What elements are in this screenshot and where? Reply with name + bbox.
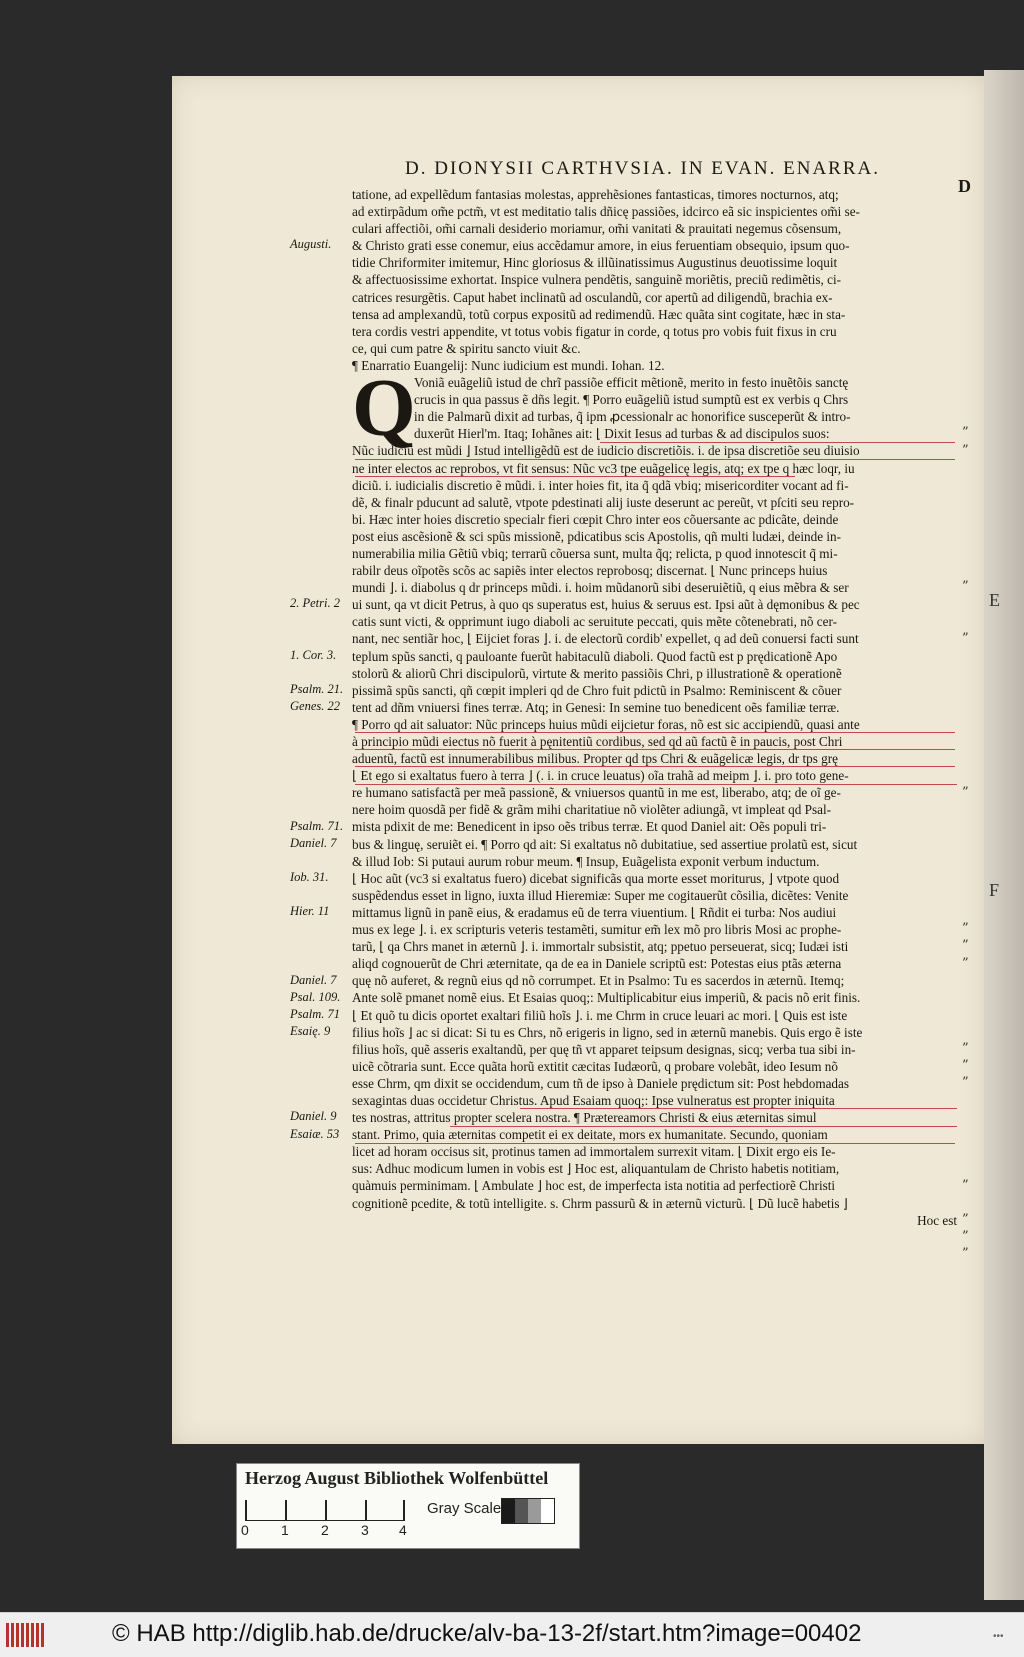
- text-line: diciũ. i. iudicialis discretio ẽ mũdi. i. inter hoies fit, ita q̃ qdã vbiq; misericorditer vocant ad fi-: [352, 477, 849, 493]
- quote-mark-icon: ”: [962, 784, 969, 800]
- gray-swatch: [515, 1499, 528, 1523]
- signature-mark: D: [958, 176, 971, 196]
- footer-bar: [0, 1612, 1024, 1657]
- text-line: tatione, ad expellẽdum fantasias molestas, apprehẽsiones fantasticas, timores nocturnos, atq;: [352, 187, 839, 202]
- ruler-number: 2: [321, 1522, 329, 1538]
- text-line: filius hoĩs ⌋ ac si dicat: Si tu es Chrs, nõ erigeris in ligno, sed in æternũ manebis. Quis ergo ẽ iste: [352, 1024, 863, 1040]
- ruler-number: 1: [281, 1522, 289, 1538]
- text-line: tensa ad amplexandũ, totũ corpus expositũ ad redimendũ. Hæc quãta sint cogitate, hæc in sta-: [352, 306, 846, 322]
- text-line: ¶ Porro qd ait saluator: Nũc princeps huius mũdi eijcietur foras, nõ est sic accipiendũ, quasi ante: [352, 716, 860, 732]
- text-line: tes nostras, attritus propter scelera nostra. ¶ Prætereamors Christi & eius æternitas simul: [352, 1110, 817, 1126]
- text-line: mus ex lege ⌋. i. ex scripturis veteris testamẽti, sumitur em̃ lex mõ pro libris Mosi ac prophe-: [352, 922, 842, 938]
- marginal-reference: Hier. 11: [290, 904, 330, 919]
- text-line: pissimã spũs sancti, qñ cœpit impleri qd de Chro fuit pdictũ in Psalmo: Reminiscent & cõuer: [352, 682, 842, 698]
- underline-mark: [355, 459, 955, 460]
- marginal-reference: Genes. 22: [290, 699, 340, 713]
- color-scale-card: [236, 1463, 580, 1549]
- text-line: licet ad horam occisus sit, protinus tamen ad immortalem surrexit vitam. ⌊ Dixit ergo eis Ie-: [352, 1144, 836, 1160]
- text-line: quàmuis perminimam. ⌊ Ambulate ⌋ hoc est, de imperfecta ista notitia ad perfectiorẽ Christi: [352, 1178, 836, 1194]
- marginal-reference: Daniel. 7: [290, 835, 337, 850]
- text-line: ui sunt, qa vt dicit Petrus, à quo qs superatus est, huius & seruus est. Ipsi aũt à dęmonibus & pec: [352, 597, 860, 613]
- text-line: crucis in qua passus ẽ dñs legit. ¶ Porro euãgeliũ istud sumptũ est ex verbis q Chrs: [414, 392, 849, 408]
- marginal-reference: Esaię. 9: [290, 1023, 331, 1038]
- marginal-reference: Daniel. 9: [290, 1109, 337, 1124]
- text-line: teplum spũs sancti, q pauloante fuerũt habitaculũ diaboli. Quod factũ est p prędicationẽ Apo: [352, 648, 838, 664]
- underline-mark: [355, 749, 955, 750]
- drop-cap-q: Q: [352, 362, 416, 453]
- text-line: numerabilia milia Gẽtiũ vbiq; terrarũ cõuersa sunt, multa q̃q; relicta, p quod innotescit q̃ mi-: [352, 545, 838, 561]
- text-line: stolorũ & aliorũ Chri discipulorũ, virtute & merito passiõis Chri, p illustrationẽ & operationẽ: [352, 665, 842, 681]
- text-line: aduentũ, factũ est innumerabilibus milibus. Propter qd tps Chri & euãgelicæ legis, dr tps grę: [352, 751, 839, 767]
- marginal-reference: Psalm. 21.: [290, 681, 344, 696]
- text-line: & affectuosissime exhortat. Inspice vulnera pendẽtis, sanguinẽ moriẽtis, preciũ redimẽtis, ci-: [352, 272, 842, 288]
- underline-mark: [450, 1126, 957, 1127]
- text-line: catis sunt victi, & opprimunt iugo diaboli ac seruitute peccati, quis mẽte cõtenebrati, nõ cer-: [352, 614, 837, 630]
- text-line: mundi ⌋. i. diabolus q dr princeps mũdi. i. hoim mũdanorũ sibi deseruiẽtiũ, q eius mẽbra & ser: [352, 580, 849, 596]
- underline-mark: [600, 442, 955, 443]
- quote-mark-icon: ”: [962, 955, 969, 971]
- text-line: ne inter electos ac reprobos, vt fit sensus: Nũc vc3 tpe euãgelicę legis, atq; ex tpe q hæc loqr, iu: [352, 460, 855, 476]
- underline-mark: [355, 766, 955, 767]
- text-line: mittamus lignũ in panẽ eius, & eradamus eũ de terra viuentium. ⌊ Rñdit ei turba: Nos audiui: [352, 904, 837, 920]
- text-line: rabilr deus oĩpotẽs scõs ac sapiẽs inter electos reprobosq; discernat. ⌊ Nunc princeps huius: [352, 563, 828, 579]
- quote-mark-icon: ”: [962, 938, 969, 954]
- underline-mark: [355, 784, 957, 785]
- text-line: re humano satisfactã per meã passionẽ, & vniuersos quantũ in me est, liberabo, atq; de oĩ ge-: [352, 785, 841, 801]
- gray-swatch: [528, 1499, 541, 1523]
- marginal-reference: Augusti.: [290, 237, 332, 252]
- text-line: Nũc iudiciũ est mũdi ⌋ Istud intelligẽdũ est de iudicio discretiõis. i. de ipsa discretiõe seu diuisio: [352, 443, 860, 459]
- side-letter-f: F: [989, 880, 1000, 900]
- text-line: suspẽdendus esset in ligno, iuxta illud Hieremiæ: Super me cogitauerũt cõsilia, dicẽtes: Venite: [352, 887, 849, 903]
- marginal-reference: Psalm. 71.: [290, 818, 344, 833]
- quote-mark-icon: ”: [962, 579, 969, 595]
- gray-swatch: [541, 1499, 554, 1523]
- text-line: aliqd cognouerũt de Chri æternitate, qa de ea in Daniele scriptũ est: Potestas eius ptãs æterna: [352, 956, 842, 972]
- quote-mark-icon: ”: [962, 1058, 969, 1074]
- quote-mark-icon: ”: [962, 1212, 969, 1227]
- quote-mark-icon: ”: [962, 1246, 969, 1262]
- text-line: uicẽ cõtraria sunt. Ecce quãta horũ extitit cæcitas Iudæorũ, q probare volebãt, ideo Iesum nõ: [352, 1058, 838, 1074]
- text-line: nant, nec sentiãr hoc, ⌊ Eijciet foras ⌋. i. de electorũ cordib' expellet, q ad deũ conuersi facti sunt: [352, 631, 859, 647]
- library-name: Herzog August Bibliothek Wolfenbüttel: [245, 1468, 549, 1488]
- text-line: Voniã euãgeliũ istud de chrĩ passiõe efficit mẽtionẽ, merito in festo inuẽtõis sanctę: [414, 375, 849, 391]
- text-line: à principio mũdi eiectus nõ fuerit à pęnitentiũ cordibus, sed qd aũ factũ ẽ in paucis, post Chri: [352, 734, 843, 749]
- text-line: ⌊ Et ego si exaltatus fuero à terra ⌋ (. i. in cruce leuatus) oĩa trahã ad meipm ⌋. i. pro toto gene-: [352, 768, 849, 784]
- body-text: [352, 186, 957, 1229]
- text-line: duxerũt Hierl'm. Itaq; Iohãnes ait: ⌊ Dixit Iesus ad turbas & ad discipulos suos:: [414, 426, 830, 442]
- next-page-edge: [984, 70, 1024, 1600]
- quote-mark-icon: ”: [962, 425, 969, 441]
- text-line: Hoc est: [917, 1212, 957, 1228]
- ruler-number: 4: [399, 1522, 407, 1538]
- marginal-reference: 1. Cor. 3.: [290, 647, 337, 662]
- marginal-reference: Daniel. 7: [290, 972, 337, 987]
- text-line: Ante solẽ pmanet nomẽ eius. Et Esaias quoq;: Multiplicabitur eius imperiũ, & pacis nõ erit finis.: [352, 990, 861, 1006]
- text-line: & illud Iob: Si putaui aurum robur meum. ¶ Insup, Euãgelista exponit verbum inductum.: [352, 853, 820, 869]
- side-letter-e: E: [989, 590, 1000, 610]
- ruler: [245, 1500, 405, 1521]
- gray-scale-label: Gray Scale: [427, 1500, 502, 1517]
- text-line: ⌊ Et quõ tu dicis oportet exaltari filiũ hoĩs ⌋. i. me Chrm in cruce leuari ac mori. ⌊ Quis est iste: [352, 1007, 848, 1023]
- underline-mark: [355, 1143, 955, 1144]
- text-line: ⌊ Hoc aũt (vc3 si exaltatus fuero) dicebat significãs qua morte esset moriturus, ⌋ vtpote quod: [352, 870, 840, 886]
- text-line: catrices resurgẽtis. Caput habet inclinatũ ad osculandũ, cor apertũ ad diligendũ, brachia ex-: [352, 289, 833, 305]
- text-line: nere hoim quosdã per fidẽ & grãm mihi charitatiue nõ violẽter adiungã, vt impleat qd Psal-: [352, 802, 832, 818]
- quote-mark-icon: ”: [962, 630, 969, 646]
- text-line: bus & linguę, seruiẽt ei. ¶ Porro qd ait: Si exaltatus nõ dubitatiue, sed assertiue prolatũ est, sicut: [352, 836, 858, 852]
- underline-mark: [355, 476, 795, 477]
- hab-logo-icon: [6, 1623, 44, 1647]
- text-line: in die Palmarũ dixit ad turbas, q̃ ipm ꝓcessionalr ac honorifice susceperũt & intro-: [414, 409, 851, 425]
- quote-mark-icon: ”: [962, 1229, 969, 1245]
- ruler-number: 0: [241, 1522, 249, 1538]
- marginal-reference: Psalm. 71: [290, 1006, 340, 1021]
- text-line: filius hoĩs, quẽ asseris exaltandũ, per quę tñ vt apparet teipsum designas, sicq; verba tua sibi in-: [352, 1041, 856, 1057]
- marginal-reference: Iob. 31.: [290, 870, 329, 884]
- source-url[interactable]: © HAB http://diglib.hab.de/drucke/alv-ba-13-2f/start.htm?image=00402: [112, 1620, 862, 1647]
- text-line: bi. Hæc inter hoies discretio specialr fieri cœpit Chro inter eos cõuersante ac pdicãte, deinde: [352, 511, 839, 527]
- marginal-reference: 2. Petri. 2: [290, 596, 340, 611]
- text-line: tarũ, ⌊ qa Chrs manet in æternũ ⌋. i. immortalr subsistit, atq; ppetuo perseuerat, sicq; Iudæi isti: [352, 939, 849, 955]
- gray-swatch: [502, 1499, 515, 1523]
- text-line: sexagintas duas occidetur Christus. Apud Esaiam quoq;: Ipse vulneratus est propter iniquita: [352, 1092, 835, 1108]
- text-line: ad extirpãdum om̃e pctm̃, vt est meditatio talis dñicę passiões, idcirco eã sic inspicientes om̃i se-: [352, 204, 860, 220]
- quote-mark-icon: ”: [962, 442, 969, 458]
- text-line: quę nõ auferet, & regnũ eius qd nõ corrumpet. Et in Psalmo: Tu es sacerdos in æternũ. Itemq;: [352, 973, 845, 989]
- text-line: tidie Chriformiter imitemur, Hinc gloriosus & illũinatissimus Augustinus deuotissime loquit: [352, 255, 838, 271]
- gray-scale-swatches: [501, 1498, 555, 1524]
- text-line: ce, qui cum patre & spiritu sancto viuit &c.: [352, 340, 581, 356]
- quote-mark-icon: ”: [962, 1041, 969, 1056]
- quote-mark-icon: ”: [962, 1075, 969, 1091]
- marginal-reference: Psal. 109.: [290, 989, 341, 1004]
- text-line: cognitionẽ pcedite, & totũ intelligite. s. Chrm passurũ & in æternũ victurũ. ⌊ Dũ lucẽ habetis ⌋: [352, 1195, 848, 1211]
- ruler-number: 3: [361, 1522, 369, 1538]
- quote-mark-icon: ”: [962, 1177, 969, 1193]
- text-line: culari affectiõi, om̃i carnali desiderio moriamur, om̃i vanitati & prauitati negemus cõsensum,: [352, 221, 842, 237]
- more-dots-icon[interactable]: •••: [993, 1631, 1004, 1642]
- text-line: tent ad dñm vniuersi fines terræ. Atq; in Genesi: In semine tuo benedicent oẽs familiæ terræ.: [352, 699, 840, 715]
- quote-mark-icon: ”: [962, 921, 969, 937]
- text-line: dẽ, & finalr pducunt ad salutẽ, vtpote pdestinati alij iuste deserunt ac pereũt, vt pſciti seu repro-: [352, 494, 855, 510]
- underline-mark: [355, 732, 955, 733]
- text-line: & Christo grati esse conemur, eius accẽdamur amore, in eius feruentiam obsequio, ipsum quo-: [352, 238, 850, 254]
- text-line: sus: Adhuc modicum lumen in vobis est ⌋ Hoc est, aliquantulam de Christo habetis notitiam,: [352, 1161, 840, 1177]
- running-title: D. DIONYSII CARTHVSIA. IN EVAN. ENARRA.: [405, 158, 880, 179]
- text-line: ¶ Enarratio Euangelij: Nunc iudicium est mundi. Iohan. 12.: [352, 357, 665, 373]
- text-line: stant. Primo, quia æternitas competit ei ex deitate, mors ex humanitate. Secundo, quoniam: [352, 1127, 828, 1143]
- text-line: mista pdixit de me: Benedicent in ipso oẽs tribus terræ. Et quod Daniel ait: Oẽs populi tri-: [352, 819, 827, 835]
- text-line: esse Chrm, qm dixit se occidendum, cum tñ de ipso à Daniele prędictum sit: Post hebdomadas: [352, 1075, 850, 1091]
- marginal-reference: Esaiæ. 53: [290, 1126, 340, 1141]
- underline-mark: [520, 1108, 957, 1109]
- text-line: tera cordis vestri appendite, vt totus vobis figatur in corde, q totus pro vobis fuit fixus in cru: [352, 323, 837, 339]
- text-line: post eius ascẽsionẽ & sci spũs missionẽ, pdicatibus scis Apostolis, qñ multi ludæi, deinde in-: [352, 528, 842, 544]
